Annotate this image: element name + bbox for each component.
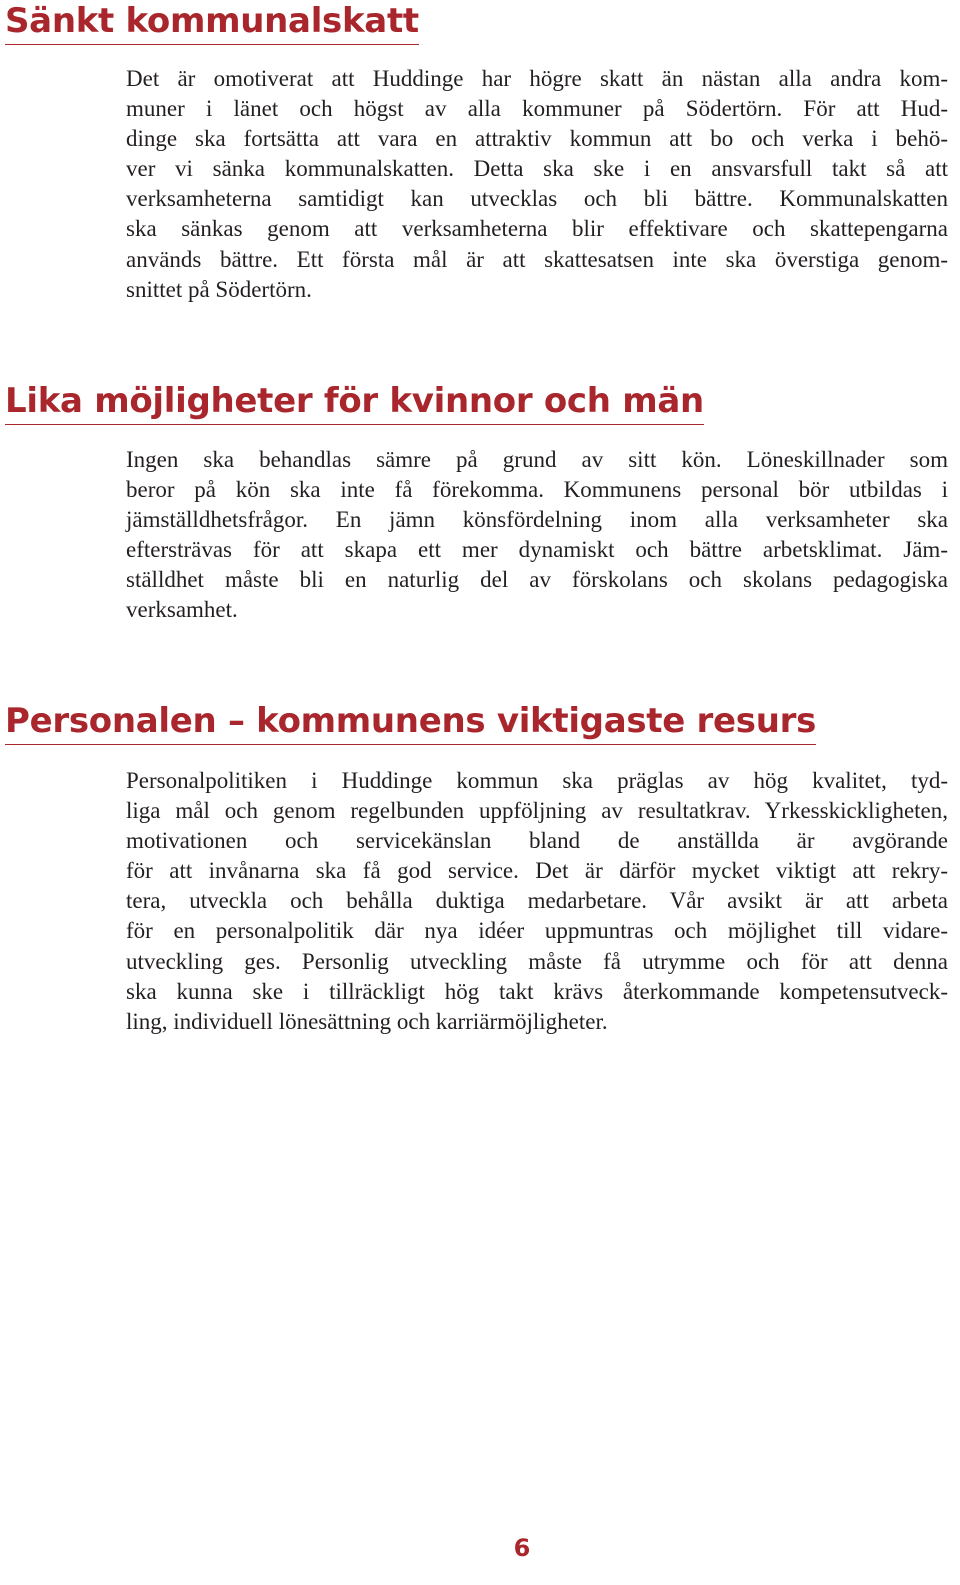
- page-number: 6: [513, 1534, 531, 1562]
- text-line: jämställdhetsfrågor. En jämn könsfördelning inom alla verksamheter ska: [126, 507, 948, 533]
- heading-wrap: [5, 700, 816, 745]
- text-line: eftersträvas för att skapa ett mer dynamiskt och bättre arbetsklimat. Jäm-: [126, 537, 948, 563]
- heading-wrap: [5, 380, 704, 425]
- text-line: verksamheterna samtidigt kan utvecklas och bli bättre. Kommunalskatten: [126, 186, 948, 212]
- text-line: används bättre. Ett första mål är att skattesatsen inte ska överstiga genom-: [126, 246, 948, 272]
- text-line: ställdhet måste bli en naturlig del av förskolans och skolans pedagogiska: [126, 567, 948, 593]
- text-line: verksamhet.: [126, 597, 238, 623]
- text-line: motivationen och servicekänslan bland de anställda är avgörande: [126, 828, 948, 854]
- section-body: [126, 64, 948, 305]
- text-line: beror på kön ska inte få förekomma. Kommunens personal bör utbildas i: [126, 477, 948, 503]
- text-line: Ingen ska behandlas sämre på grund av sitt kön. Löneskillnader som: [126, 447, 948, 472]
- section-body: [126, 445, 948, 626]
- text-line: liga mål och genom regelbunden uppföljning av resultatkrav. Yrkesskickligheten,: [126, 798, 948, 824]
- text-line: ver vi sänka kommunalskatten. Detta ska ske i en ansvarsfull takt så att: [126, 156, 948, 182]
- heading-wrap: [5, 0, 419, 45]
- section-heading: Personalen – kommunens viktigaste resurs: [5, 700, 816, 745]
- text-line: muner i länet och högst av alla kommuner på Södertörn. För att Hud-: [126, 96, 948, 122]
- section-heading: Lika möjligheter för kvinnor och män: [5, 380, 704, 425]
- text-line: ska kunna ske i tillräckligt hög takt krävs återkommande kompetensutveck-: [126, 978, 948, 1004]
- text-line: tera, utveckla och behålla duktiga medarbetare. Vår avsikt är att arbeta: [126, 888, 948, 914]
- section-heading: Sänkt kommunalskatt: [5, 0, 419, 45]
- text-line: ling, individuell lönesättning och karriärmöjligheter.: [126, 1008, 608, 1034]
- text-line: ska sänkas genom att verksamheterna blir effektivare och skattepengarna: [126, 216, 948, 242]
- text-line: för att invånarna ska få god service. Det är därför mycket viktigt att rekry-: [126, 858, 948, 884]
- section-body: [126, 766, 948, 1037]
- text-line: utveckling ges. Personlig utveckling måste få utrymme och för att denna: [126, 948, 948, 974]
- text-line: Personalpolitiken i Huddinge kommun ska präglas av hög kvalitet, tyd-: [126, 768, 948, 793]
- text-line: snittet på Södertörn.: [126, 276, 312, 302]
- text-line: dinge ska fortsätta att vara en attraktiv kommun att bo och verka i behö-: [126, 126, 948, 152]
- text-line: Det är omotiverat att Huddinge har högre skatt än nästan alla andra kom-: [126, 66, 948, 91]
- text-line: för en personalpolitik där nya idéer uppmuntras och möjlighet till vidare-: [126, 918, 948, 944]
